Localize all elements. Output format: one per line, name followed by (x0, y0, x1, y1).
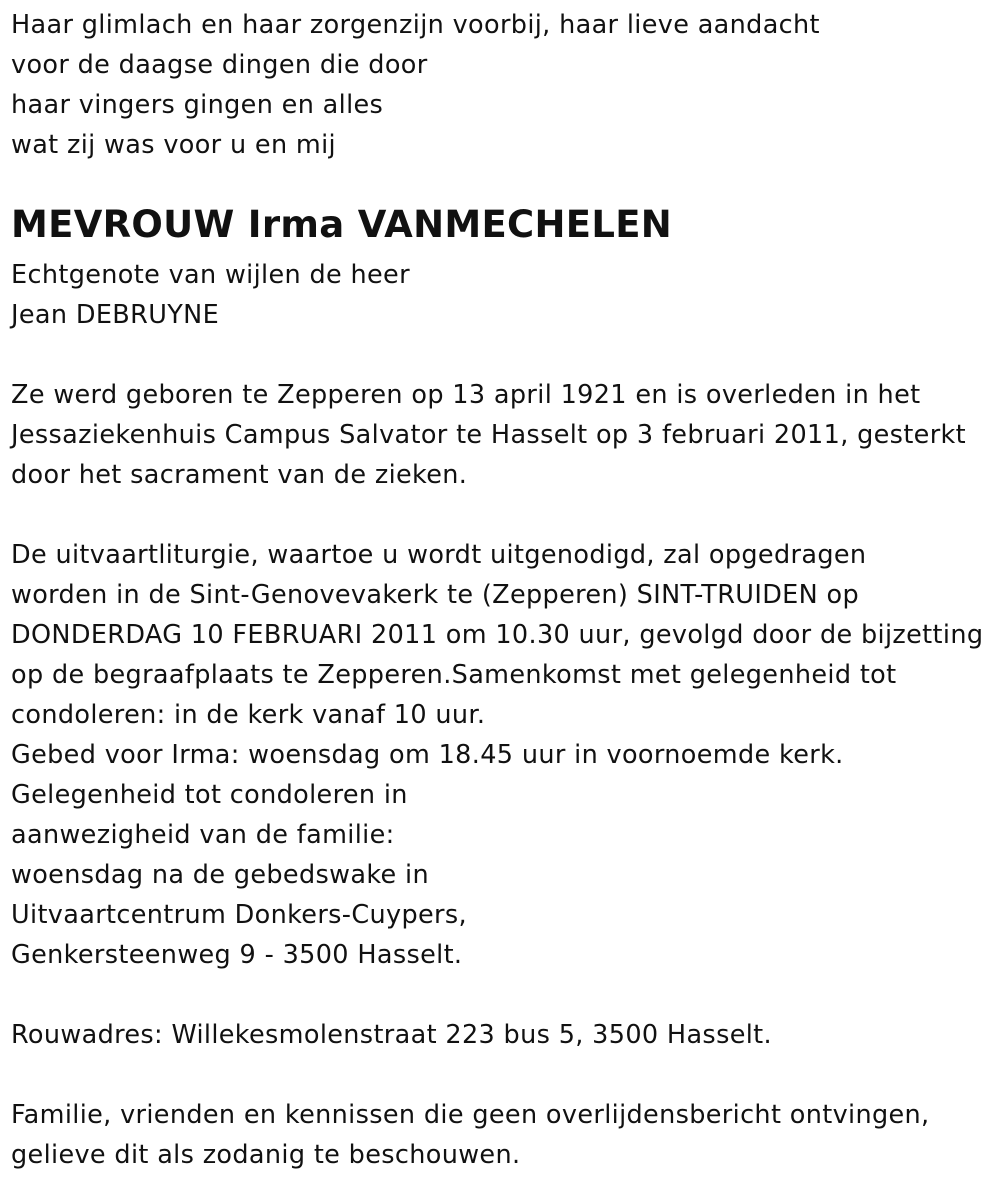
address-line: Rouwadres: Willekesmolenstraat 223 bus 5, 3500 Hasselt. (11, 1020, 772, 1050)
paragraph-line: DONDERDAG 10 FEBRUARI 2011 om 10.30 uur, gevolgd door de bijzetting (11, 620, 984, 650)
obituary-notice (11, 5, 991, 1175)
poem (11, 5, 991, 165)
paragraph-line: Gebed voor Irma: woensdag om 18.45 uur in voornoemde kerk. (11, 740, 844, 770)
paragraph-line: condoleren: in de kerk vanaf 10 uur. (11, 700, 486, 730)
birth-death-paragraph (11, 375, 991, 495)
address-paragraph (11, 1015, 991, 1055)
spacer (11, 975, 991, 1015)
poem-line: voor de daagse dingen die door (11, 50, 428, 80)
paragraph-line: Jessaziekenhuis Campus Salvator te Hasselt op 3 februari 2011, gesterkt (11, 420, 967, 450)
deceased-name: MEVROUW Irma VANMECHELEN (11, 203, 673, 246)
funeral-paragraph (11, 535, 991, 975)
closing-paragraph (11, 1095, 991, 1175)
relation-line: Echtgenote van wijlen de heer (11, 260, 410, 290)
poem-line: wat zij was voor u en mij (11, 130, 336, 160)
poem-line: Haar glimlach en haar zorgenzijn voorbij, haar lieve aandacht (11, 10, 820, 40)
paragraph-line: Ze werd geboren te Zepperen op 13 april 1921 en is overleden in het (11, 380, 921, 410)
paragraph-line: woensdag na de gebedswake in (11, 860, 429, 890)
relation-line: Jean DEBRUYNE (11, 300, 220, 330)
relation (11, 255, 991, 335)
paragraph-line: Gelegenheid tot condoleren in (11, 780, 408, 810)
paragraph-line: Familie, vrienden en kennissen die geen overlijdensbericht ontvingen, (11, 1100, 930, 1130)
paragraph-line: aanwezigheid van de familie: (11, 820, 395, 850)
paragraph-line: worden in de Sint-Genovevakerk te (Zepperen) SINT-TRUIDEN op (11, 580, 860, 610)
spacer (11, 495, 991, 535)
paragraph-line: op de begraafplaats te Zepperen.Samenkomst met gelegenheid tot (11, 660, 897, 690)
paragraph-line: Genkersteenweg 9 - 3500 Hasselt. (11, 940, 463, 970)
spacer (11, 335, 991, 375)
spacer (11, 1055, 991, 1095)
paragraph-line: De uitvaartliturgie, waartoe u wordt uitgenodigd, zal opgedragen (11, 540, 867, 570)
spacer (11, 165, 991, 195)
paragraph-line: gelieve dit als zodanig te beschouwen. (11, 1140, 521, 1170)
paragraph-line: Uitvaartcentrum Donkers-Cuypers, (11, 900, 467, 930)
poem-line: haar vingers gingen en alles (11, 90, 384, 120)
paragraph-line: door het sacrament van de zieken. (11, 460, 468, 490)
